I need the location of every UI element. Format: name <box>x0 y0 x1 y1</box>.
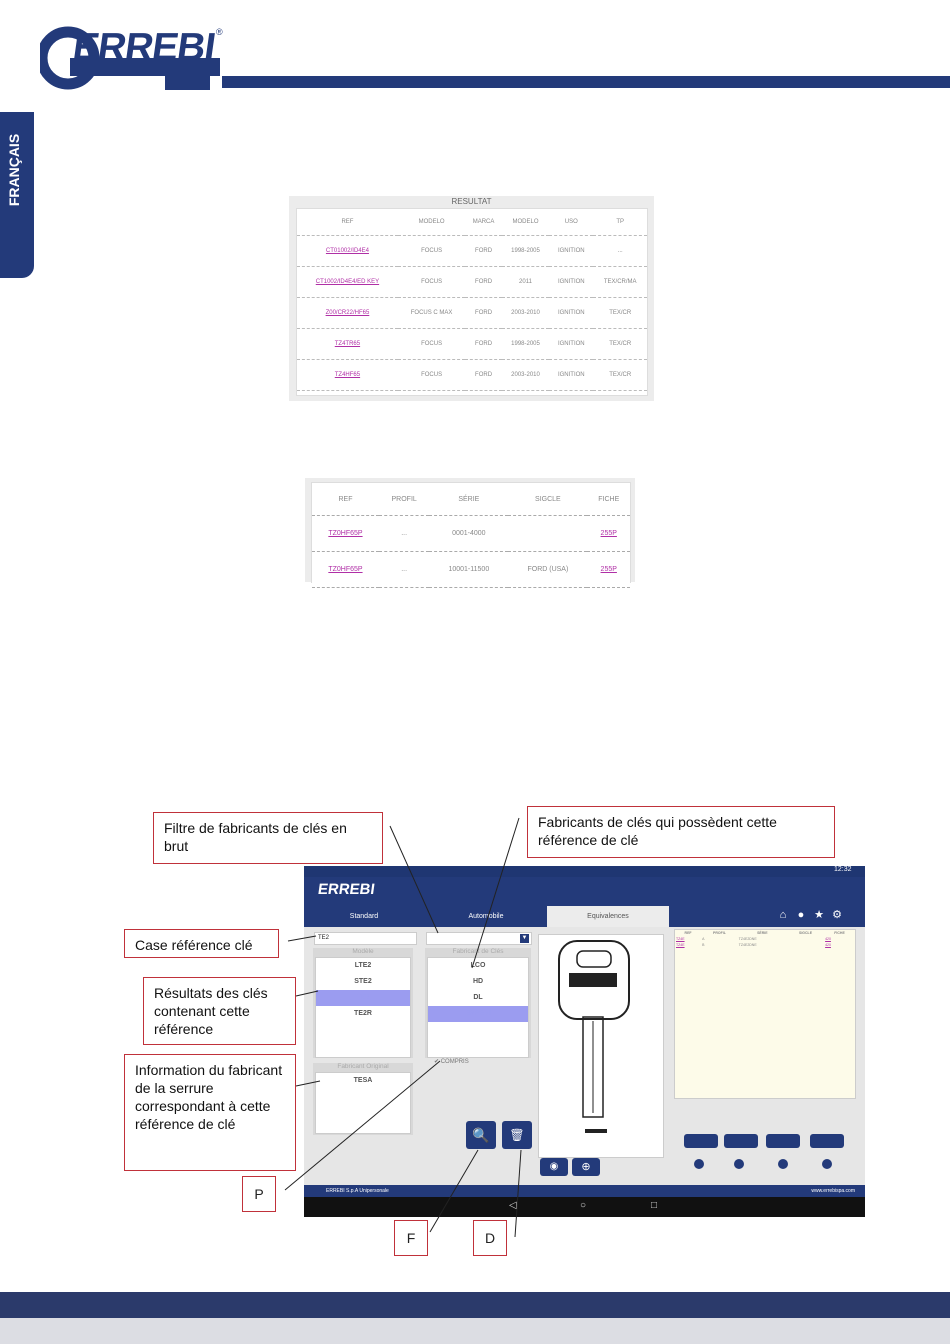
reference-link[interactable]: 255P <box>600 566 617 573</box>
logo-text: ERREBI <box>70 26 218 69</box>
plus-icon: ⊕ <box>581 1161 591 1173</box>
column-header: SÉRIE <box>757 931 768 935</box>
back-icon[interactable]: ◁ <box>509 1200 517 1211</box>
table-cell: B <box>702 943 705 947</box>
home-circle-icon[interactable]: ○ <box>580 1200 587 1211</box>
callout-lock-info: Information du fabricant de la serrure correspondant à cette référence de clé <box>124 1054 296 1171</box>
tab-equivalences[interactable]: Equivalences <box>547 906 669 927</box>
callout-d: D <box>473 1220 507 1256</box>
language-label: FRANÇAIS <box>6 133 22 207</box>
column-header: PROFIL <box>379 483 429 516</box>
user-icon[interactable]: ● <box>797 909 805 921</box>
tab-automobile[interactable]: Automobile <box>468 913 504 920</box>
table-cell: FOCUS <box>398 360 465 391</box>
column-header: MODELO <box>502 209 549 236</box>
table-cell: 1998-2005 <box>502 236 549 267</box>
table-cell: IGNITION <box>549 298 593 329</box>
table-cell: 2003-2010 <box>502 298 549 329</box>
column-header: REF <box>312 483 379 516</box>
gear-icon[interactable]: ⚙ <box>832 909 842 921</box>
column-header: USO <box>549 209 593 236</box>
callout-makers: Fabricants de clés qui possèdent cette référence de clé <box>527 806 835 858</box>
callout-p: P <box>242 1176 276 1212</box>
table-cell: FOCUS <box>398 329 465 360</box>
reference-link[interactable]: TZ4E <box>676 937 685 941</box>
logo-registered-mark: ® <box>216 27 223 37</box>
table-cell: 0001-4000 <box>429 516 508 552</box>
footer-company: ERREBI S.p.A Unipersonale <box>326 1188 389 1194</box>
table-cell: FORD <box>465 236 502 267</box>
table-cell: 10001-11500 <box>429 552 508 588</box>
list-item[interactable]: LTE2 <box>354 962 372 969</box>
list-item[interactable]: STE2 <box>354 978 372 985</box>
table-cell: FORD (USA) <box>508 552 587 588</box>
column-header: SIGCLE <box>799 931 813 935</box>
column-header: PROFIL <box>713 931 726 935</box>
column-header: MARCA <box>465 209 502 236</box>
reference-link[interactable]: TZ4TR65 <box>334 341 361 347</box>
table-cell: IGNITION <box>549 267 593 298</box>
reference-link[interactable]: Z00/CR22/HF65 <box>325 310 370 316</box>
table-cell: 2011 <box>502 267 549 298</box>
footer-band-dark <box>0 1292 950 1318</box>
column-header: REF <box>297 209 398 236</box>
table-cell: FORD <box>465 298 502 329</box>
compris-label: COMPRIS <box>440 1059 469 1065</box>
list-item[interactable]: ERREBI <box>428 1006 528 1022</box>
list-item[interactable]: HD <box>472 978 484 985</box>
table-cell: FOCUS C MAX <box>398 298 465 329</box>
callout-f: F <box>394 1220 428 1256</box>
reference-link[interactable]: 255P <box>600 530 617 537</box>
original-maker-caption: Fabricant Original <box>337 1063 389 1070</box>
result-title: RESULTAT <box>451 197 492 206</box>
callout-key-ref-box: Case référence clé <box>124 929 279 958</box>
table-cell: FORD <box>465 267 502 298</box>
camera-icon: ◉ <box>549 1161 559 1172</box>
original-maker-name: TESA <box>353 1077 373 1084</box>
table-cell: TEX/CR/MA <box>593 267 647 298</box>
list-item[interactable]: TE2 <box>316 990 410 1006</box>
table-cell: 1998-2005 <box>502 329 549 360</box>
dropdown-arrow-icon[interactable]: ▼ <box>521 935 528 941</box>
reference-link[interactable]: TZ4HF65 <box>334 372 361 378</box>
model-caption: Modèle <box>352 948 374 955</box>
table-cell: TEX/CR <box>593 329 647 360</box>
table-cell: 2003-2010 <box>502 360 549 391</box>
table-cell: ... <box>379 516 429 552</box>
reference-link[interactable]: 420 <box>825 943 831 947</box>
search-icon: 🔍 <box>472 1127 490 1143</box>
footer-website: www.errebispa.com <box>811 1188 855 1194</box>
check-icon: ✔ <box>434 1059 441 1065</box>
column-header: REF <box>684 931 692 935</box>
maker-caption: Fabricant de Clés <box>452 948 504 955</box>
column-header: FICHE <box>834 931 845 935</box>
table-cell: TEX/CR <box>593 360 647 391</box>
trash-icon: 🗑 <box>509 1128 525 1142</box>
list-item[interactable]: DL <box>473 994 483 1001</box>
table-cell: IGNITION <box>549 329 593 360</box>
tab-standard[interactable]: Standard <box>349 913 379 920</box>
reference-link[interactable]: 420 <box>825 937 831 941</box>
table-cell: FOCUS <box>398 236 465 267</box>
table-cell: TZ4E2DNE <box>738 943 757 947</box>
status-time: 12:32 <box>834 866 852 873</box>
home-icon[interactable]: ⌂ <box>779 909 787 921</box>
reference-link[interactable]: TZ4E <box>676 943 685 947</box>
footer-band-light <box>0 1318 950 1344</box>
app-logo: ERREBI <box>316 881 376 898</box>
table-cell: FOCUS <box>398 267 465 298</box>
reference-link[interactable]: CT1002/ID4E4/ED KEY <box>315 279 380 285</box>
key-reference-input[interactable]: TE2 <box>314 932 417 945</box>
table-cell: ... <box>379 552 429 588</box>
list-item[interactable]: LCO <box>470 962 486 969</box>
column-header: SÉRIE <box>429 483 508 516</box>
table-cell: IGNITION <box>549 236 593 267</box>
reference-link[interactable]: CT01002/ID4E4 <box>325 248 369 254</box>
table-cell: FORD <box>465 360 502 391</box>
callout-filter: Filtre de fabricants de clés en brut <box>153 812 383 864</box>
list-item[interactable]: TE2R <box>354 1010 372 1017</box>
column-header: FICHE <box>587 483 630 516</box>
table-cell: A <box>702 937 705 941</box>
column-header: SIGCLE <box>508 483 587 516</box>
recents-icon[interactable]: □ <box>651 1200 658 1211</box>
table-cell: IGNITION <box>549 360 593 391</box>
table-cell: ... <box>593 236 647 267</box>
reference-link[interactable]: TZ0HF65P <box>328 530 363 537</box>
reference-link[interactable]: TZ0HF65P <box>328 566 363 573</box>
callout-results: Résultats des clés contenant cette référence <box>143 977 296 1045</box>
column-header: TP <box>593 209 647 236</box>
column-header: MODELO <box>398 209 465 236</box>
table-cell: FORD <box>465 329 502 360</box>
table-cell: TZ4E2DNE <box>738 937 757 941</box>
table-cell: TEX/CR <box>593 298 647 329</box>
star-icon[interactable]: ★ <box>814 909 824 921</box>
